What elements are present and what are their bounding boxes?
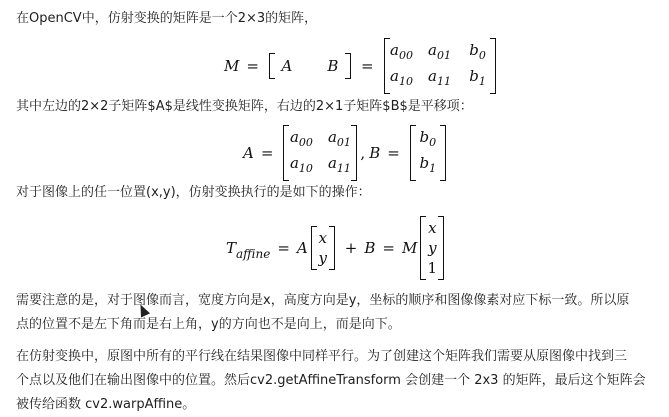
paragraph-parallel-line2: 个点以及他们在输出图像中的位置。然后cv2.getAffineTransform 会创建一个 2x3 的矩阵，最后这个矩阵会 xyxy=(16,373,646,388)
symbol-T: T xyxy=(226,239,237,257)
matrix-A xyxy=(283,127,357,179)
symbol-A: A xyxy=(243,144,254,162)
symbol-B: B xyxy=(327,57,339,75)
symbol-M: M xyxy=(224,57,240,75)
paragraph-operation: 对于图像上的任一位置(x,y)，仿射变换执行的是如下的操作： xyxy=(16,185,371,200)
matrix-cell: $a_{11}$ xyxy=(327,154,351,175)
matrix-cell: $a_{10}$ xyxy=(390,67,413,88)
vector-B xyxy=(410,127,446,179)
vector-xy xyxy=(311,228,335,268)
equation-affine-matrix xyxy=(224,41,499,88)
matrix-cell: $a_{10}$ xyxy=(289,154,313,175)
matrix-cell: $a_{00}$ xyxy=(390,41,413,62)
symbol-B: B xyxy=(364,239,376,257)
matrix-cell: $a_{01}$ xyxy=(428,41,451,62)
matrix-cell: y xyxy=(428,239,437,257)
matrix-cell: $a_{11}$ xyxy=(428,67,451,88)
comma: , xyxy=(360,144,366,162)
matrix-cell: $a_{01}$ xyxy=(327,128,351,149)
paragraph-note-line1: 需要注意的是，对于图像而言，宽度方向是x，高度方向是y，坐标的顺序和图像像素对应下标一致。所以原 xyxy=(16,293,630,308)
matrix-cell: y xyxy=(318,249,327,267)
equation-affine-transform xyxy=(226,216,447,280)
matrix-cell: 1 xyxy=(427,259,438,277)
block-row-vector xyxy=(269,55,351,77)
equals-sign: = xyxy=(246,57,259,75)
equation-submatrices xyxy=(243,128,449,175)
matrix-cell: $b_0$ xyxy=(419,128,437,149)
matrix-2x3 xyxy=(384,40,496,92)
equals-sign: = xyxy=(382,239,395,257)
vector-xy1 xyxy=(420,218,444,278)
equals-sign: = xyxy=(387,144,400,162)
paragraph-note-line2: 点的位置不是左下角而是右上角，y的方向也不是向上，而是向下。 xyxy=(16,317,401,332)
paragraph-submatrices: 其中左边的2×2子矩阵$A$是线性变换矩阵，右边的2×1子矩阵$B$是平移项： xyxy=(16,99,473,114)
symbol-A: A xyxy=(296,239,308,257)
plus-sign: + xyxy=(344,239,358,257)
matrix-cell: $b_1$ xyxy=(419,154,437,175)
paragraph-parallel-line3: 被传给函数 cv2.warpAffine。 xyxy=(16,397,196,412)
matrix-cell: x xyxy=(428,219,437,237)
paragraph-parallel-line1: 在仿射变换中，原图中所有的平行线在结果图像中同样平行。为了创建这个矩阵我们需要从原图像中找到三 xyxy=(16,349,628,364)
matrix-cell: $a_{00}$ xyxy=(289,128,313,149)
matrix-cell: $b_1$ xyxy=(469,67,486,88)
subscript-affine: affine xyxy=(236,247,271,261)
matrix-cell: x xyxy=(318,229,327,247)
equals-sign: = xyxy=(360,57,374,75)
symbol-A: A xyxy=(281,57,293,75)
equals-sign: = xyxy=(260,144,274,162)
symbol-M: M xyxy=(401,239,418,257)
matrix-cell: $b_0$ xyxy=(469,41,486,62)
equals-sign: = xyxy=(277,239,290,257)
symbol-B: B xyxy=(369,144,381,162)
paragraph-intro: 在OpenCV中，仿射变换的矩阵是一个2×3的矩阵， xyxy=(16,11,318,26)
